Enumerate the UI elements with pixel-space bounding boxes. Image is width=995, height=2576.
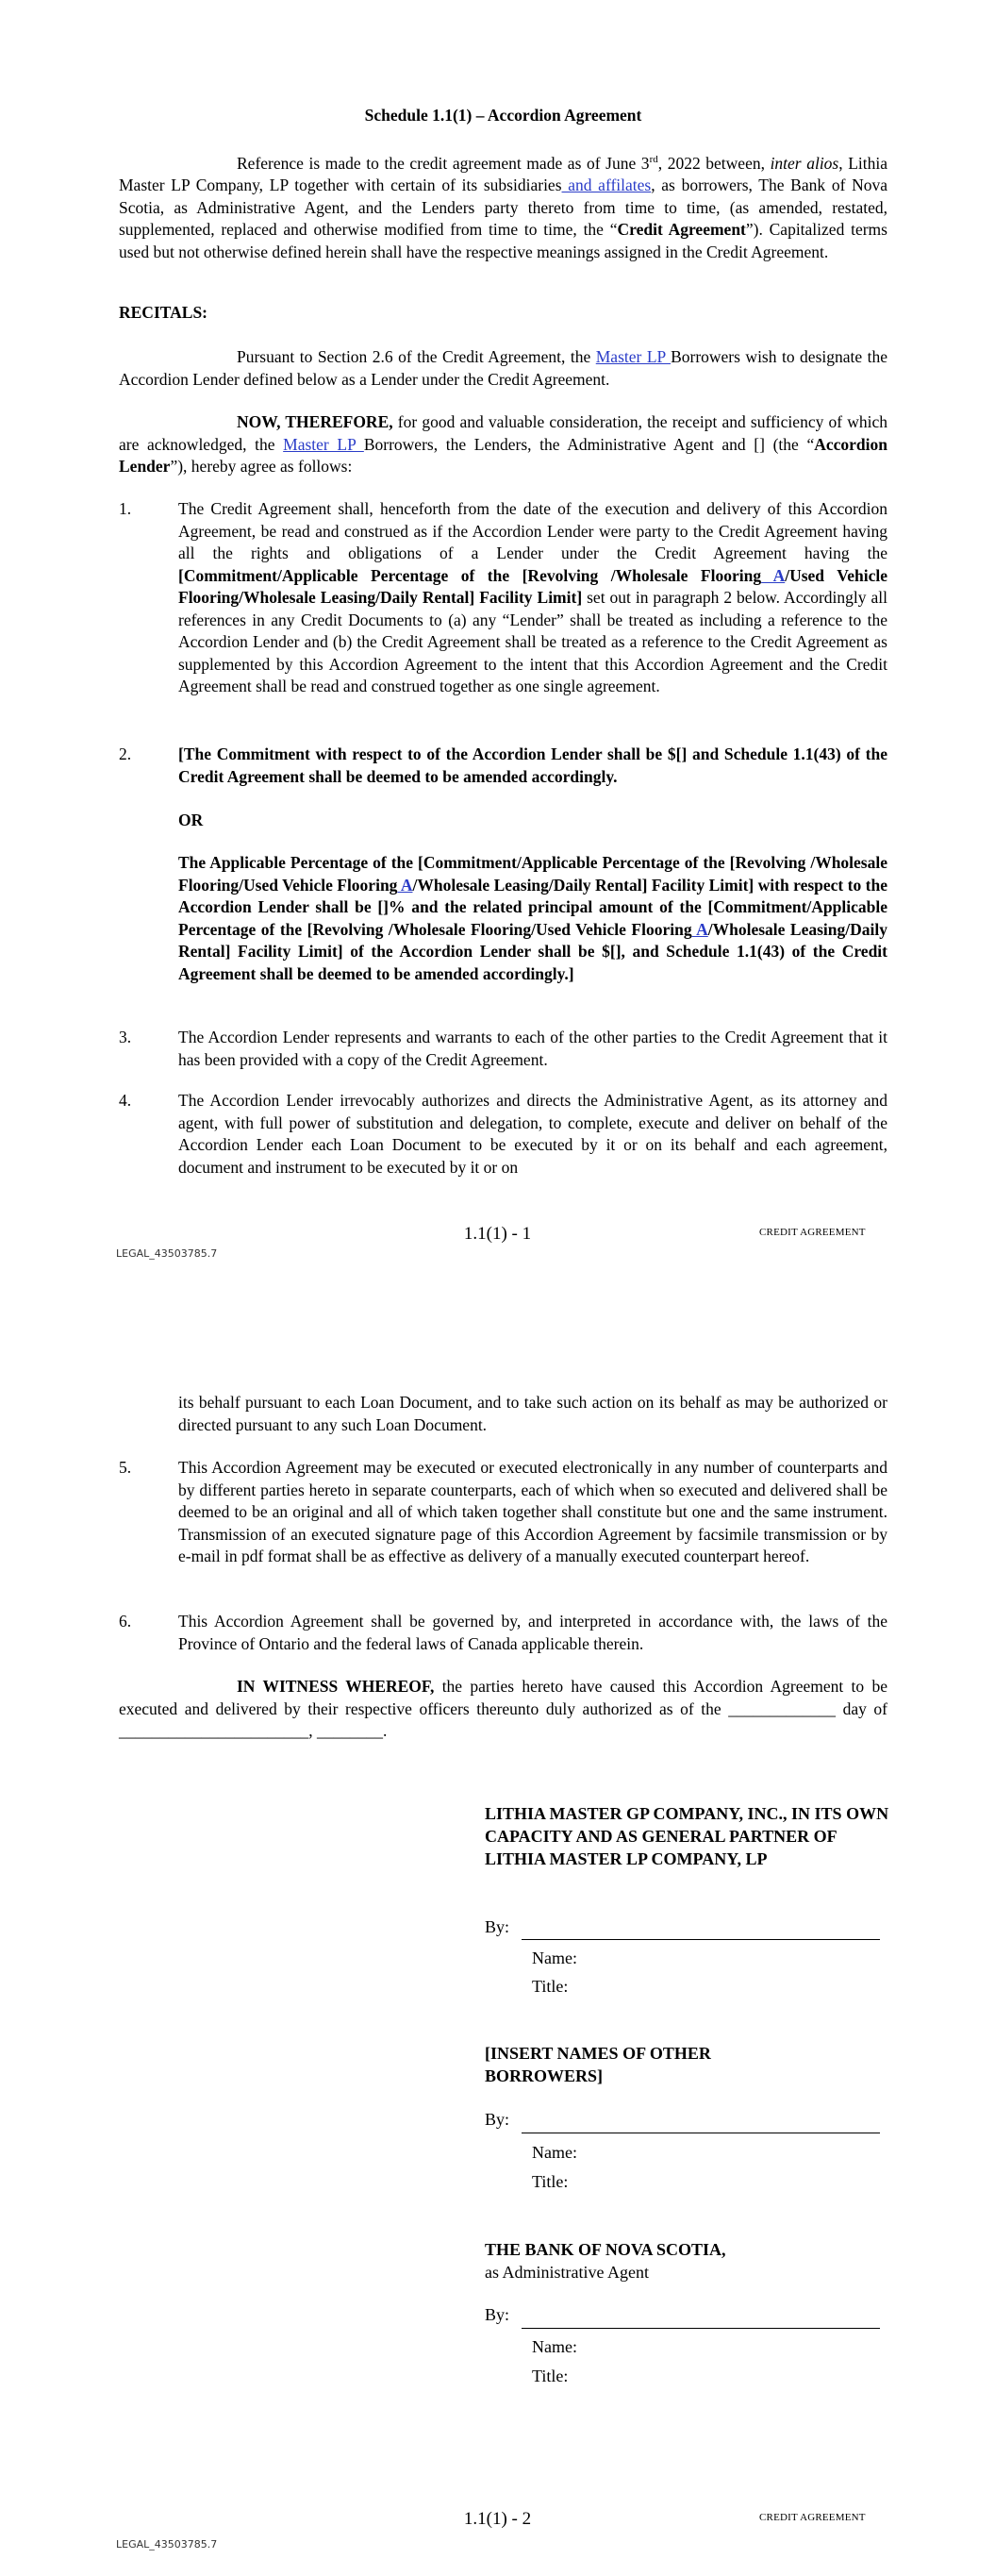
item-6-number: 6. <box>119 1612 132 1631</box>
recital-paragraph: Pursuant to Section 2.6 of the Credit Agreement, the Master LP Borrowers wish to designate the Accordion Lender defined below as a Lender under the Credit Agreement. <box>119 347 887 389</box>
flooring-a-link-3[interactable]: A <box>691 919 708 939</box>
signatory-name-lithia: LITHIA MASTER GP COMPANY, INC., IN ITS OWN CAPACITY AND AS GENERAL PARTNER OF LITHIA MASTER LP COMPANY, LP <box>485 1804 889 1868</box>
by-label-1: By: <box>485 1917 510 1936</box>
item-2-or: OR <box>178 811 204 829</box>
item-4-text: The Accordion Lender irrevocably authorizes and directs the Administrative Agent, as its attorney and agent, with full power of substitution and delegation, to complete, execute and deliver on behalf of the Accordion Lender each Loan Document to be executed by it or on its behalf and each agreement, document and instrument to be executed by it or on <box>178 1091 887 1177</box>
signature-block-lithia <box>485 1802 890 1870</box>
signature-block-bank-of-nova-scotia <box>485 2238 890 2283</box>
title-label-2: Title: <box>532 2172 569 2191</box>
signature-line-3[interactable] <box>522 2309 880 2329</box>
by-label-2: By: <box>485 2110 510 2129</box>
signatory-capacity-bns: as Administrative Agent <box>485 2263 649 2282</box>
item-5-text: This Accordion Agreement may be executed or executed electronically in any number of counterparts and by different parties hereto in separate counterparts, each of which when so executed and delivered shall be deemed to be an original and all of which taken together shall constitute but one and the same instrument. Transmission of an executed signature page of this Accordion Agreement by facsimile transmission or by e-mail in pdf format shall be as effective as delivery of a manually executed counterpart hereof. <box>178 1458 887 1565</box>
signatory-name-bns: THE BANK OF NOVA SCOTIA, <box>485 2240 726 2259</box>
page-number-2: 1.1(1) - 2 <box>463 2509 532 2529</box>
title-label-1: Title: <box>532 1977 569 1996</box>
item-1-number: 1. <box>119 499 132 518</box>
by-label-3: By: <box>485 2305 510 2324</box>
master-lp-link[interactable]: Master LP <box>595 347 672 366</box>
page-number-1: 1.1(1) - 1 <box>463 1224 532 1244</box>
signatory-name-other-borrowers: [INSERT NAMES OF OTHER BORROWERS] <box>485 2044 711 2085</box>
recitals-heading: RECITALS: <box>119 303 208 322</box>
intro-paragraph: Reference is made to the credit agreement made as of June 3rd, 2022 between, inter alios, Lithia Master LP Company, LP together with certain of its subsidiaries and affilates, as borrowers, The Bank of Nova Scotia, as Administrative Agent, and the Lenders party thereto from time to time, (as amended, restated, supplemented, replaced and otherwise modified from time to time, the “Credit Agreement”). Capitalized terms used but not otherwise defined herein shall have the respective meanings assigned in the Credit Agreement. <box>119 153 888 261</box>
item-4-number: 4. <box>119 1091 132 1110</box>
name-label-3: Name: <box>532 2337 577 2356</box>
master-lp-link-2[interactable]: Master LP <box>283 434 364 454</box>
flooring-a-link[interactable]: A <box>761 565 786 585</box>
item-6-text: This Accordion Agreement shall be governed by, and interpreted in accordance with, the laws of the Province of Ontario and the federal laws of Canada applicable therein. <box>178 1612 887 1653</box>
witness-paragraph: IN WITNESS WHEREOF, the parties hereto have caused this Accordion Agreement to be executed and delivered by their respective officers thereunto duly authorized as of the _____________ day of _______________________, ________. <box>119 1677 887 1740</box>
item-2-option-2: The Applicable Percentage of the [Commitment/Applicable Percentage of the [Revolving /Wholesale Flooring/Used Vehicle Flooring A/Wholesale Leasing/Daily Rental] Facility Limit] with respect to the Accordion Lender shall be []% and the related principal amount of the [Commitment/Applicable Percentage of the [Revolving /Wholesale Flooring/Used Vehicle Flooring A/Wholesale Leasing/Daily Rental] Facility Limit] of the Accordion Lender shall be $[], and Schedule 1.1(43) of the Credit Agreement shall be deemed to be amended accordingly.] <box>178 853 887 983</box>
signature-line-2[interactable] <box>522 2114 880 2133</box>
name-label-1: Name: <box>532 1949 577 1967</box>
legal-id-2: LEGAL_43503785.7 <box>116 2538 218 2551</box>
item-4-continuation: its behalf pursuant to each Loan Document, and to take such action on its behalf as may be authorized or directed pursuant to any such Loan Document. <box>178 1393 887 1434</box>
page-title: Schedule 1.1(1) – Accordion Agreement <box>364 106 642 125</box>
item-1-text: The Credit Agreement shall, henceforth from the date of the execution and delivery of this Accordion Agreement, be read and construed as if the Accordion Lender were party to the Credit Agreement having all the rights and obligations of a Lender under the Credit Agreement having the [Commitment/Applicable Percentage of the [Revolving /Wholesale Flooring A/Used Vehicle Flooring/Wholesale Leasing/Daily Rental] Facility Limit] set out in paragraph 2 below. Accordingly all references in any Credit Documents to (a) any “Lender” shall be treated as including a reference to the Accordion Lender and (b) the Credit Agreement shall be treated as a reference to the Credit Agreement as supplemented by this Accordion Agreement to the intent that this Accordion Agreement and the Credit Agreement shall be read and construed together as one single agreement. <box>178 499 887 695</box>
flooring-a-link-2[interactable]: A <box>397 875 413 895</box>
name-label-2: Name: <box>532 2143 577 2162</box>
item-5-number: 5. <box>119 1458 132 1477</box>
affiliates-link[interactable]: and affilates <box>561 176 652 195</box>
signature-line-1[interactable] <box>522 1920 880 1940</box>
item-2-option-1: [The Commitment with respect to of the Accordion Lender shall be $[] and Schedule 1.1(43) of the Credit Agreement shall be deemed to be amended accordingly. <box>178 744 887 786</box>
legal-id-1: LEGAL_43503785.7 <box>116 1247 218 1260</box>
signature-block-other-borrowers <box>485 2042 796 2087</box>
footer-credit-agreement-1: CREDIT AGREEMENT <box>759 1227 866 1238</box>
item-3-number: 3. <box>119 1028 132 1046</box>
item-2-number: 2. <box>119 744 132 763</box>
now-therefore-paragraph: NOW, THEREFORE, for good and valuable consideration, the receipt and sufficiency of which are acknowledged, the Master LP Borrowers, the Lenders, the Administrative Agent and [] (the “Accordion Lender”), hereby agree as follows: <box>119 412 887 476</box>
title-label-3: Title: <box>532 2367 569 2385</box>
footer-credit-agreement-2: CREDIT AGREEMENT <box>759 2512 866 2523</box>
superscript-rd: rd <box>649 154 658 165</box>
item-3-text: The Accordion Lender represents and warrants to each of the other parties to the Credit Agreement that it has been provided with a copy of the Credit Agreement. <box>178 1028 887 1069</box>
